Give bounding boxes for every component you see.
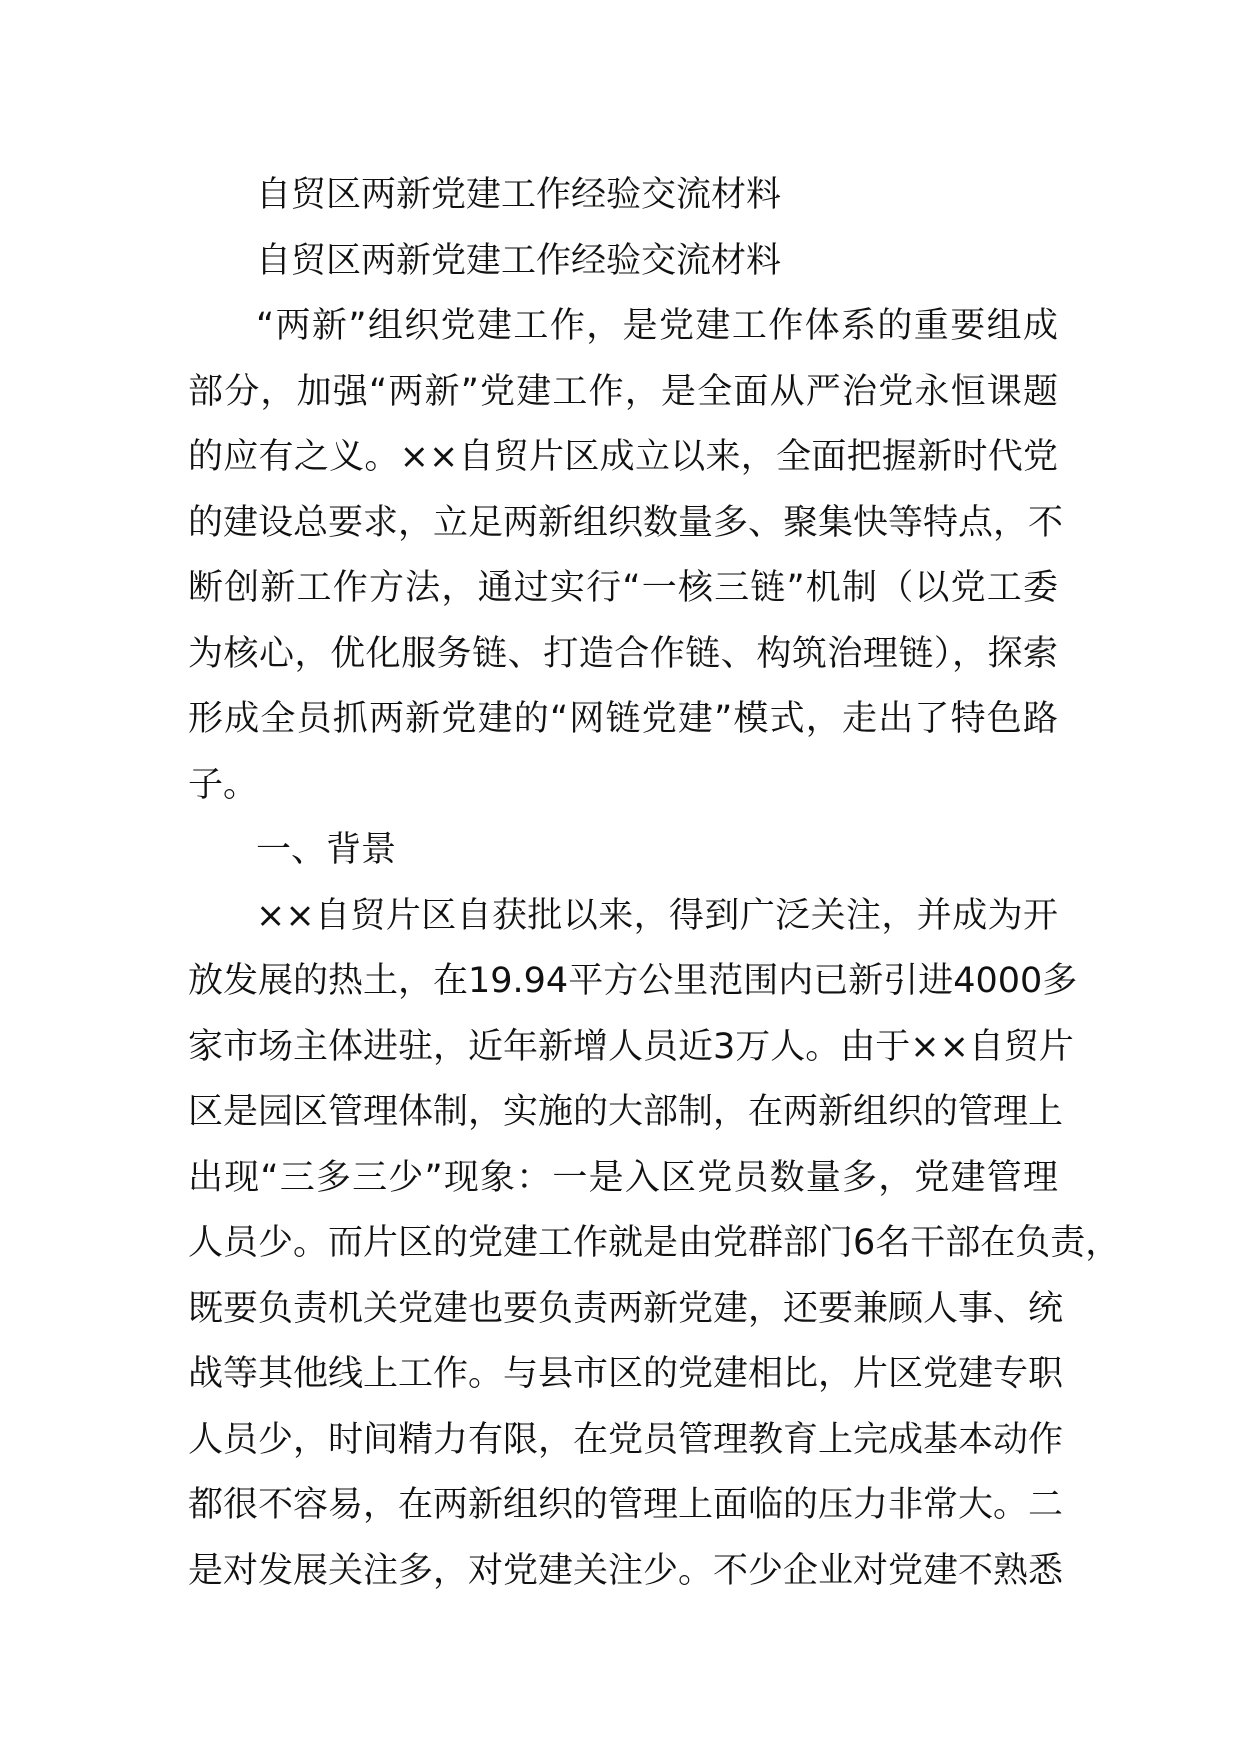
paragraph-line: 断创新工作方法，通过实行“一核三链”机制（以党工委 xyxy=(188,568,1058,608)
paragraph-line: 子。 xyxy=(188,764,259,805)
paragraph-line: 家市场主体进驻，近年新增人员近3万人。由于××自贸片 xyxy=(188,1026,1074,1067)
paragraph-line: 既要负责机关党建也要负责两新党建，还要兼顾人事、统 xyxy=(188,1288,1064,1329)
paragraph-line: ××自贸片区自获批以来，得到广泛关注，并成为开 xyxy=(256,895,1058,936)
section-heading: 一、背景 xyxy=(256,830,397,870)
paragraph-line: 都很不容易，在两新组织的管理上面临的压力非常大。二 xyxy=(188,1485,1064,1525)
document-subtitle: 自贸区两新党建工作经验交流材料 xyxy=(256,240,782,281)
paragraph-line: 的建设总要求，立足两新组织数量多、聚集快等特点，不 xyxy=(188,502,1064,543)
paragraph-line: 为核心，优化服务链、打造合作链、构筑治理链），探索 xyxy=(188,633,1058,674)
paragraph-line: “两新”组织党建工作，是党建工作体系的重要组成 xyxy=(256,306,1058,346)
paragraph-line: 形成全员抓两新党建的“网链党建”模式，走出了特色路 xyxy=(188,699,1058,739)
paragraph-line: 出现“三多三少”现象：一是入区党员数量多，党建管理 xyxy=(188,1157,1058,1198)
intro-paragraph xyxy=(188,294,1064,818)
document-title: 自贸区两新党建工作经验交流材料 xyxy=(256,175,782,215)
document-body xyxy=(188,163,1121,1604)
paragraph-line: 人员少。而片区的党建工作就是由党群部门6名干部在负责， xyxy=(188,1223,1121,1263)
paragraph-line: 是对发展关注多，对党建关注少。不少企业对党建不熟悉 xyxy=(188,1550,1064,1591)
paragraph-line: 区是园区管理体制，实施的大部制，在两新组织的管理上 xyxy=(188,1092,1064,1132)
paragraph-line: 战等其他线上工作。与县市区的党建相比，片区党建专职 xyxy=(188,1354,1064,1394)
paragraph-line: 放发展的热土，在19.94平方公里范围内已新引进4000多 xyxy=(188,961,1078,1001)
paragraph-line: 人员少，时间精力有限，在党员管理教育上完成基本动作 xyxy=(188,1419,1064,1460)
background-paragraph xyxy=(188,884,1121,1605)
paragraph-line: 部分，加强“两新”党建工作，是全面从严治党永恒课题 xyxy=(188,371,1058,412)
paragraph-line: 的应有之义。××自贸片区成立以来，全面把握新时代党 xyxy=(188,437,1058,477)
